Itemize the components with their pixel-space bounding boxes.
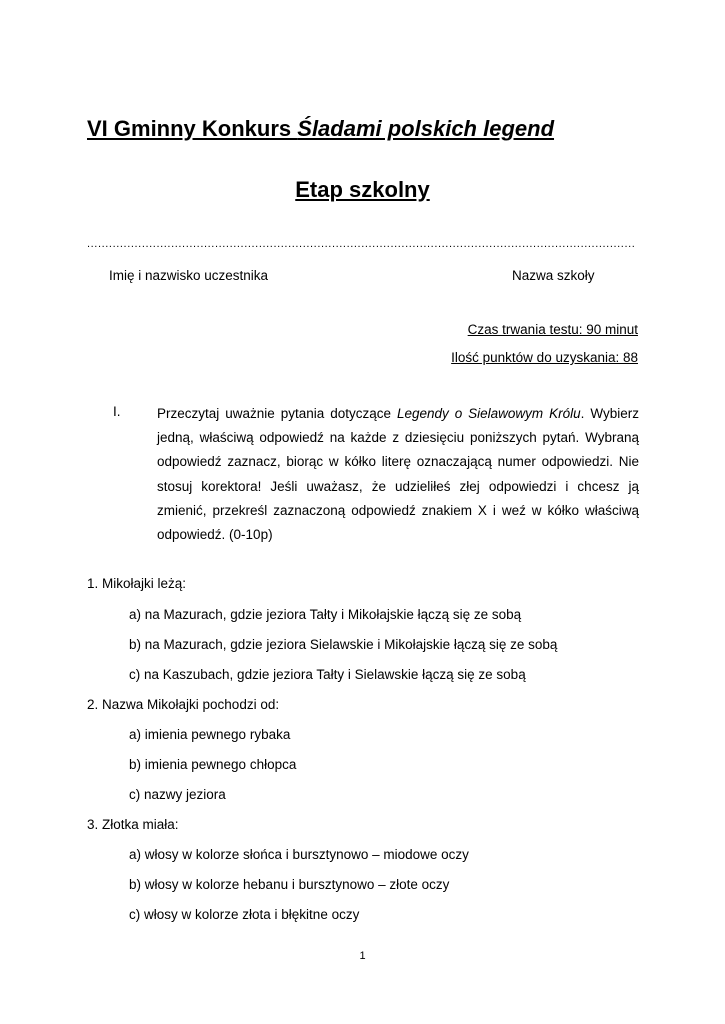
school-label: Nazwa szkoły [512,268,595,283]
title-italic: Śladami polskich legend [297,116,555,141]
question-1-option-b: b) na Mazurach, gdzie jeziora Sielawskie i Mikołajskie łączą się ze sobą [129,637,558,652]
question-3-option-c: c) włosy w kolorze złota i błękitne oczy [129,907,360,922]
page-title [87,116,554,142]
question-3-option-b: b) włosy w kolorze hebanu i bursztynowo – złote oczy [129,877,450,892]
section-number: I. [113,404,121,419]
question-2: 2. Nazwa Mikołajki pochodzi od: [87,697,280,712]
title-prefix: VI Gminny Konkurs [87,116,298,141]
question-1-option-c: c) na Kaszubach, gdzie jeziora Tałty i Sielawskie łączą się ze sobą [129,667,526,682]
instructions-text-before: Przeczytaj uważnie pytania dotyczące [157,406,397,421]
question-1: 1. Mikołajki leżą: [87,576,187,591]
points-text: Ilość punktów do uzyskania: 88 [451,350,638,365]
page-number: 1 [359,950,366,962]
question-2-option-b: b) imienia pewnego chłopca [129,757,297,772]
participant-label: Imię i nazwisko uczestnika [109,268,269,283]
duration-text: Czas trwania testu: 90 minut [467,322,638,337]
dotted-line: ...................................................................................................................................................... [87,238,636,250]
question-1-option-a: a) na Mazurach, gdzie jeziora Tałty i Mikołajskie łączą się ze sobą [129,607,522,622]
question-3: 3. Złotka miała: [87,817,179,832]
question-2-option-a: a) imienia pewnego rybaka [129,727,291,742]
question-2-option-c: c) nazwy jeziora [129,787,226,802]
page-subtitle: Etap szkolny [295,177,430,202]
instructions-text-after: . Wybierz jedną, właściwą odpowiedź na każde z dziesięciu poniższych pytań. Wybraną odpowiedź zaznacz, biorąc w kółko literę oznaczającą numer odpowiedzi. Nie stosuj korektora! Jeśli uważasz, że udzieliłeś złej odpowiedzi i chcesz ją zmienić, przekreśl zaznaczoną odpowiedź znakiem X i weź w kółko właściwą odpowiedź. (0-10p) [157,406,639,543]
legend-title: Legendy o Sielawowym Królu [396,406,581,421]
question-3-option-a: a) włosy w kolorze słońca i bursztynowo – miodowe oczy [129,847,469,862]
section-instructions [157,402,639,547]
